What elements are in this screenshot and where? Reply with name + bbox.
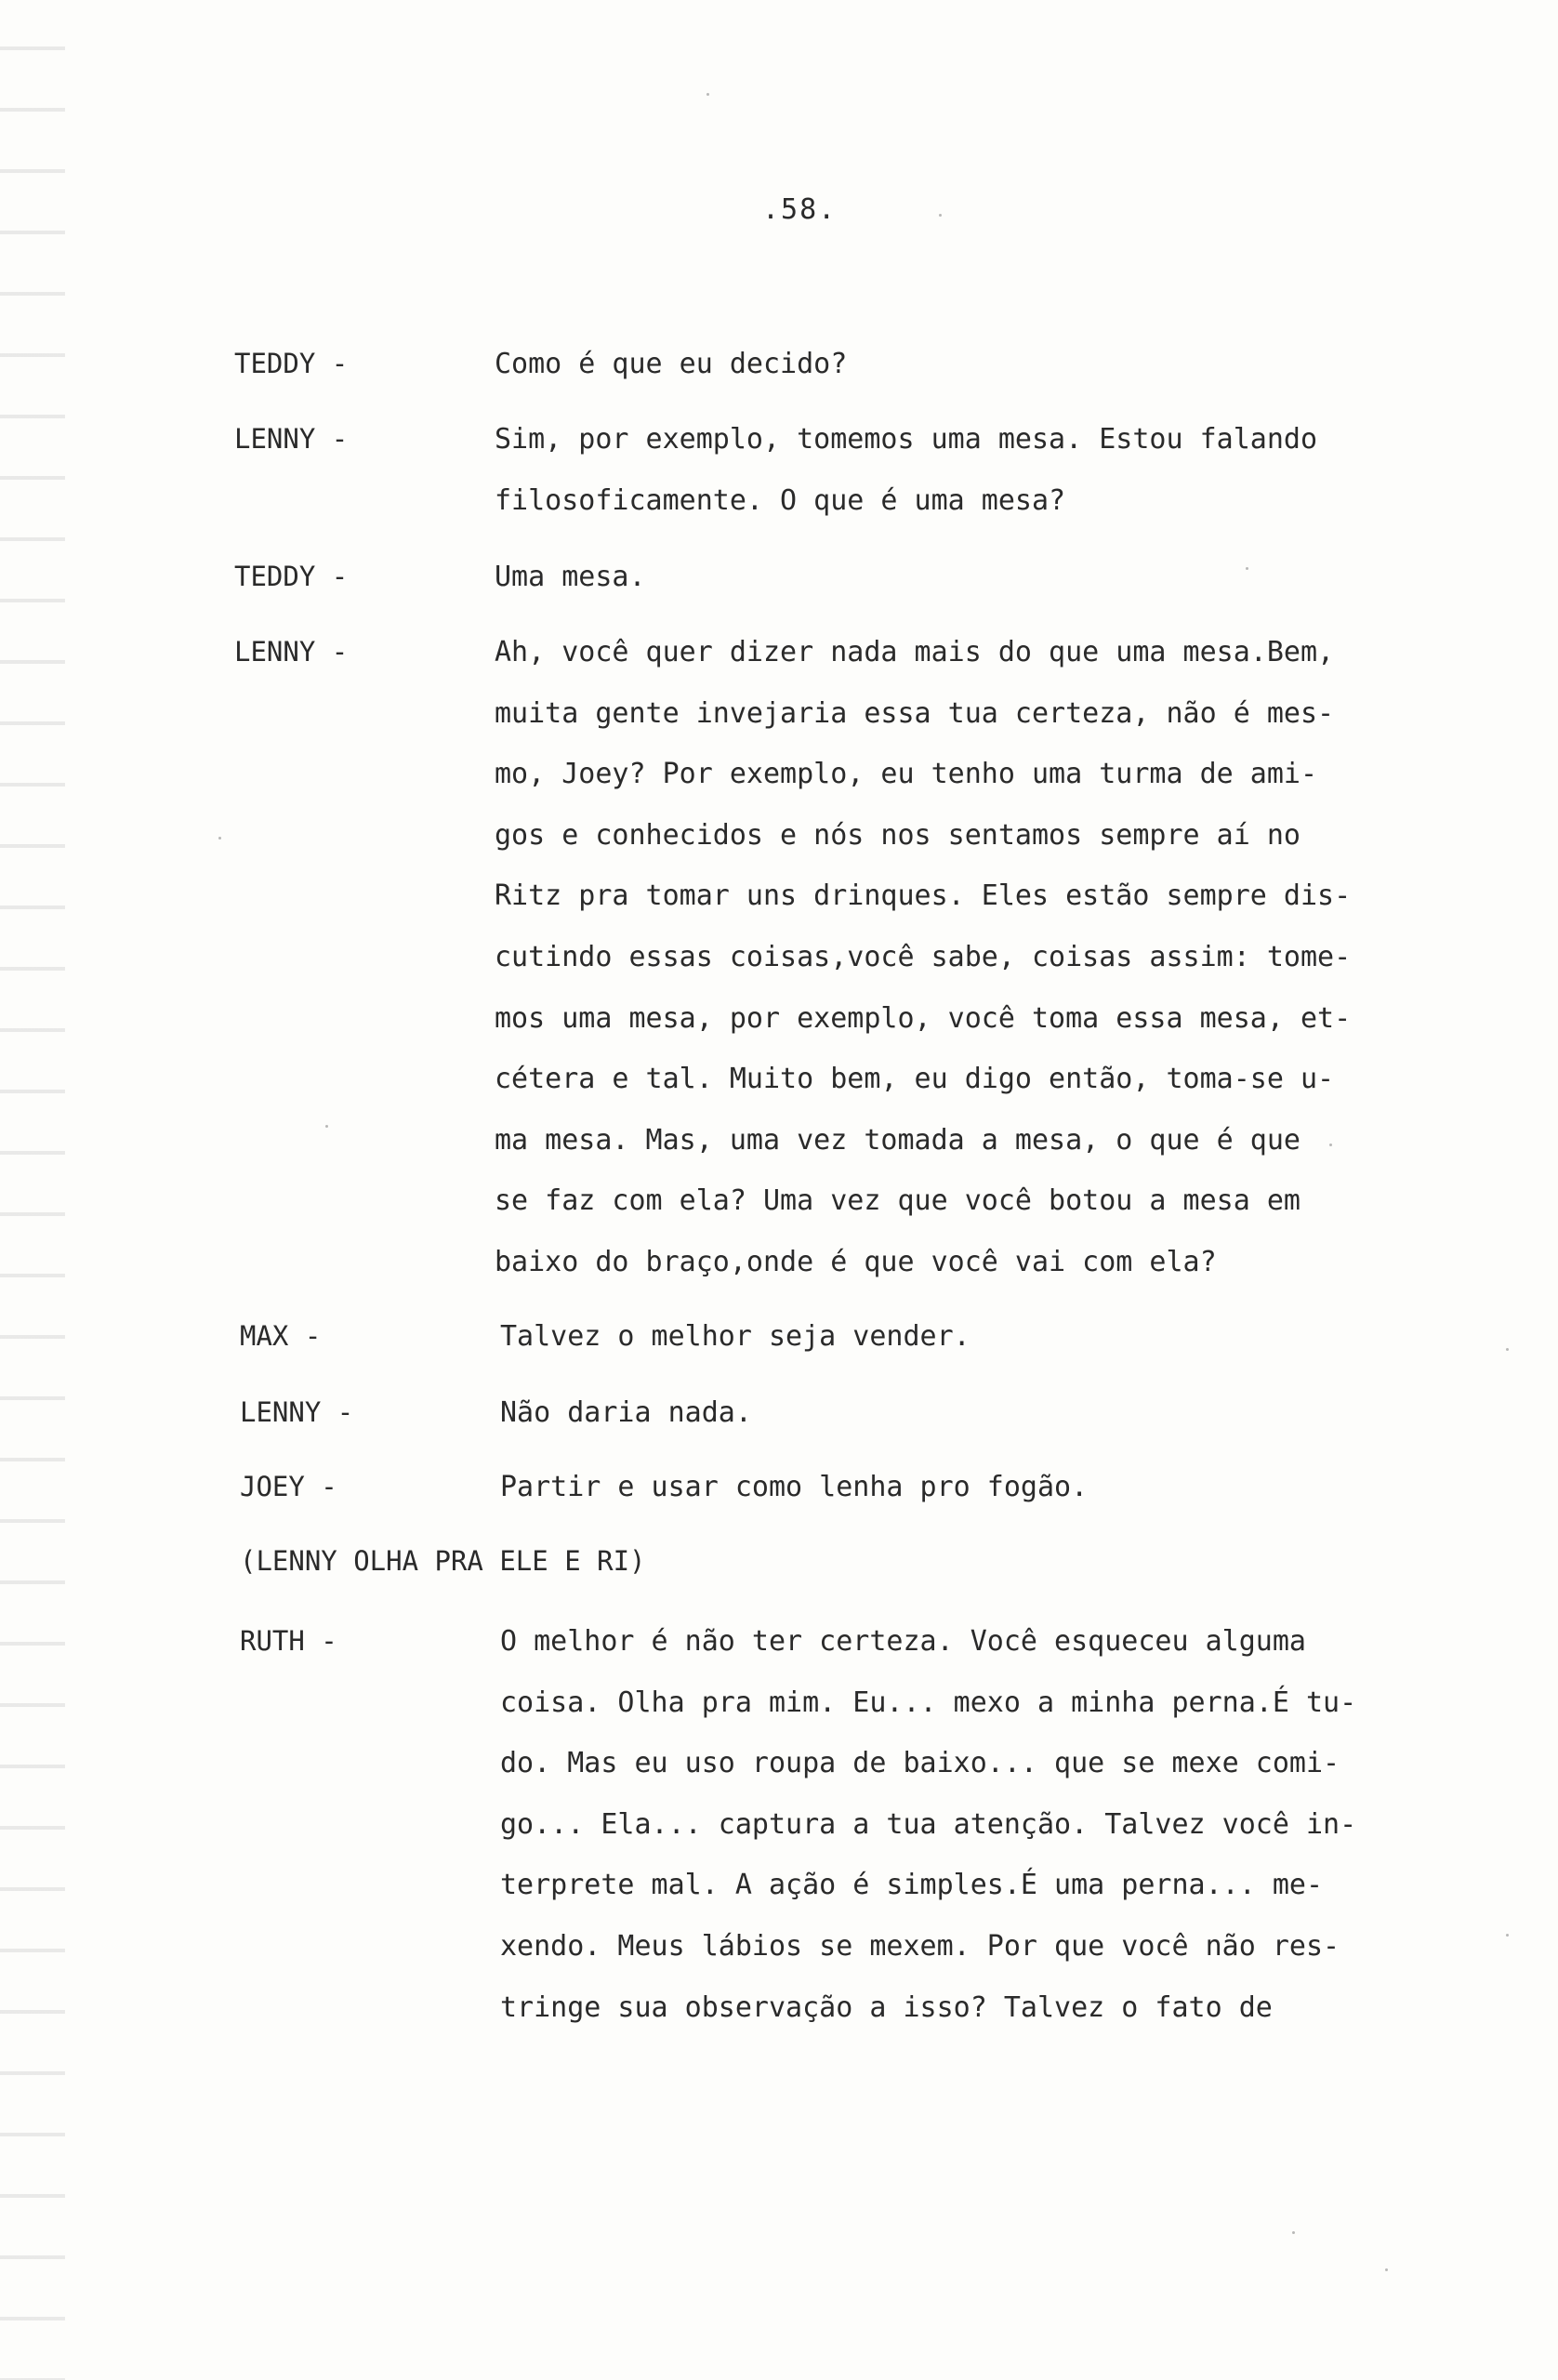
dialogue-line: Como é que eu decido?	[495, 348, 848, 380]
speaker-name: LENNY -	[234, 423, 349, 455]
dialogue-line: mo, Joey? Por exemplo, eu tenho uma turma de ami-	[495, 758, 1318, 791]
stage-direction: (LENNY OLHA PRA ELE E RI)	[240, 1545, 646, 1577]
dialogue-line: Partir e usar como lenha pro fogão.	[500, 1471, 1089, 1503]
dialogue-line: mos uma mesa, por exemplo, você toma essa mesa, et-	[495, 1001, 1352, 1035]
dialogue-line: terprete mal. A ação é simples.É uma perna... me-	[500, 1869, 1324, 1902]
dialogue-line: Não daria nada.	[500, 1396, 752, 1429]
dialogue-line: muita gente invejaria essa tua certeza, não é mes-	[495, 696, 1335, 730]
dialogue-line: Ah, você quer dizer nada mais do que uma mesa.Bem,	[495, 636, 1335, 668]
page-number: .58.	[762, 193, 838, 226]
binding-edge	[0, 0, 65, 2380]
dialogue-line: cutindo essas coisas,você sabe, coisas assim: tome-	[495, 941, 1352, 973]
dialogue-line: cétera e tal. Muito bem, eu digo então, toma-se u-	[495, 1063, 1335, 1096]
dialogue-line: ma mesa. Mas, uma vez tomada a mesa, o que é que	[495, 1123, 1301, 1157]
speaker-name: TEDDY -	[234, 348, 349, 379]
speaker-name: TEDDY -	[234, 561, 349, 592]
speaker-name: RUTH -	[240, 1625, 337, 1657]
speaker-name: LENNY -	[234, 636, 349, 668]
dialogue-line: baixo do braço,onde é que você vai com ela?	[495, 1246, 1217, 1278]
dialogue-line: Talvez o melhor seja vender.	[500, 1320, 970, 1353]
dialogue-line: Sim, por exemplo, tomemos uma mesa. Estou falando	[495, 423, 1318, 456]
dialogue-line: coisa. Olha pra mim. Eu... mexo a minha perna.É tu-	[500, 1686, 1357, 1719]
dialogue-line: go... Ela... captura a tua atenção. Talvez você in-	[500, 1807, 1357, 1841]
dialogue-line: Ritz pra tomar uns drinques. Eles estão sempre dis-	[495, 879, 1352, 913]
speaker-name: JOEY -	[240, 1471, 337, 1502]
dialogue-line: do. Mas eu uso roupa de baixo... que se mexe comi-	[500, 1747, 1340, 1780]
dialogue-line: O melhor é não ter certeza. Você esqueceu alguma	[500, 1625, 1306, 1658]
dialogue-line: xendo. Meus lábios se mexem. Por que você não res-	[500, 1930, 1340, 1963]
dialogue-line: filosoficamente. O que é uma mesa?	[495, 483, 1066, 517]
speaker-name: MAX -	[240, 1320, 322, 1352]
speaker-name: LENNY -	[240, 1396, 354, 1428]
dialogue-line: tringe sua observação a isso? Talvez o fato de	[500, 1990, 1273, 2024]
dialogue-line: gos e conhecidos e nós nos sentamos sempre aí no	[495, 818, 1301, 852]
dialogue-line: Uma mesa.	[495, 561, 646, 593]
dialogue-line: se faz com ela? Uma vez que você botou a mesa em	[495, 1184, 1301, 1218]
